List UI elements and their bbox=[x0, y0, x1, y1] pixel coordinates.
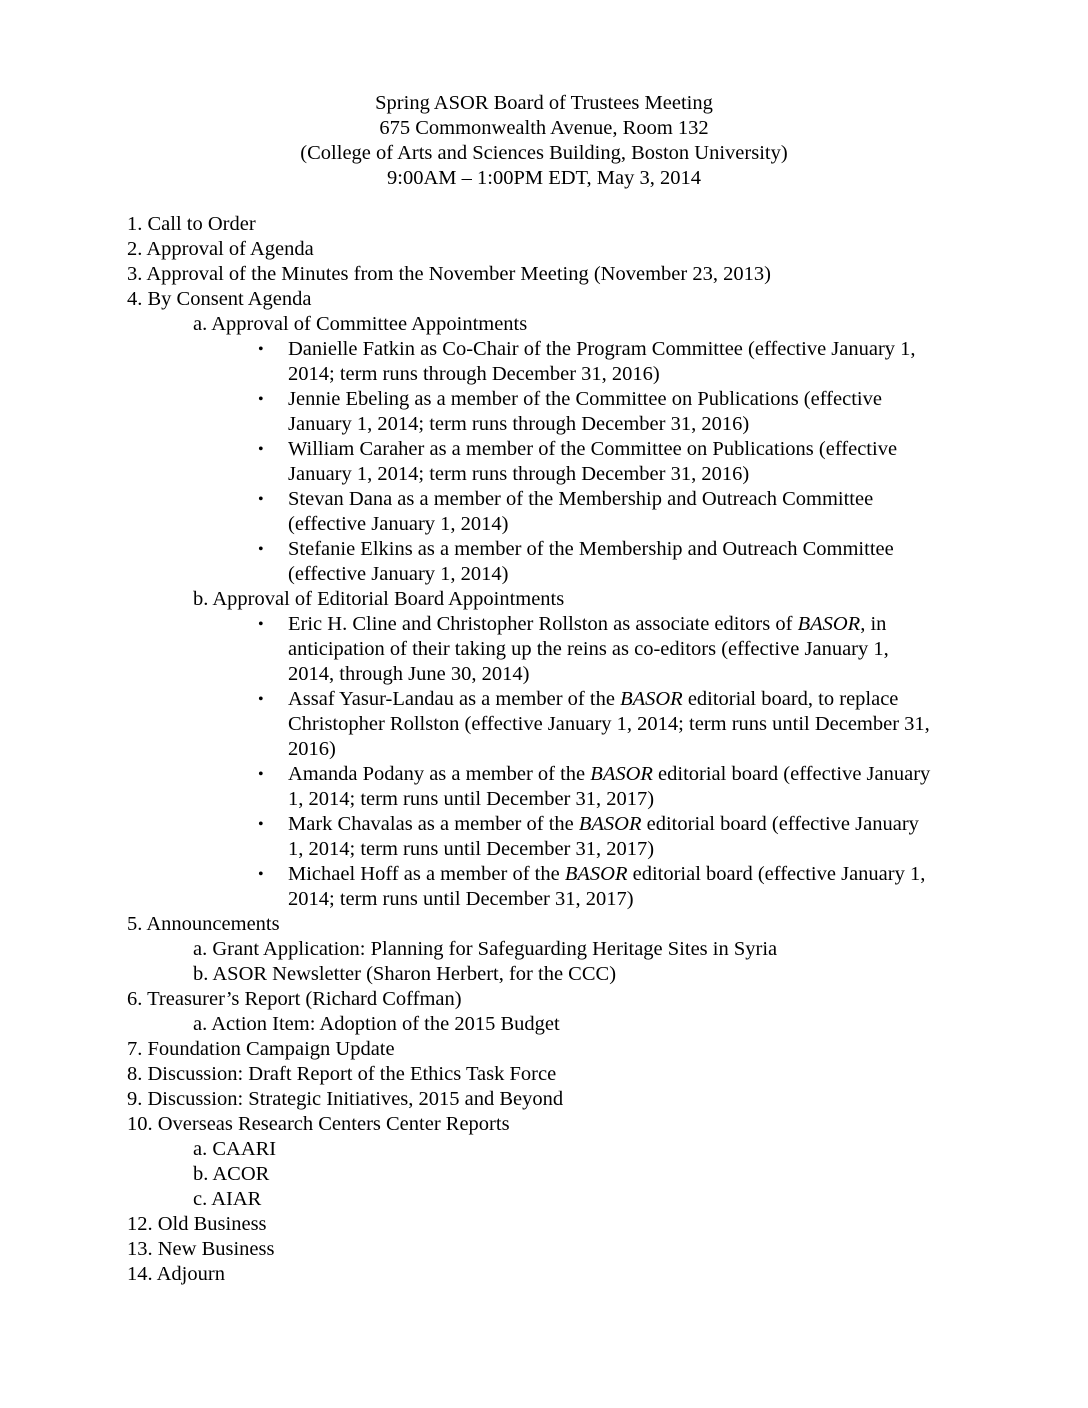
bullet-item bbox=[127, 687, 967, 762]
agenda-item: 1. Call to Order bbox=[127, 213, 256, 235]
bullet-text-line: Danielle Fatkin as Co-Chair of the Program Committee (effective January 1, bbox=[288, 338, 916, 360]
bullet-text-line: Jennie Ebeling as a member of the Committee on Publications (effective bbox=[288, 388, 882, 410]
agenda-item: 7. Foundation Campaign Update bbox=[127, 1038, 395, 1060]
bullet-item bbox=[127, 812, 967, 862]
bullet-text-line: January 1, 2014; term runs through December 31, 2016) bbox=[288, 463, 750, 485]
bullet-text-line bbox=[288, 612, 967, 637]
agenda-list bbox=[127, 212, 967, 1287]
agenda-subitem: b. ASOR Newsletter (Sharon Herbert, for the CCC) bbox=[193, 963, 617, 985]
meeting-datetime: 9:00AM – 1:00PM EDT, May 3, 2014 bbox=[387, 167, 701, 189]
bullet-text-line: Christopher Rollston (effective January 1, 2014; term runs until December 31, bbox=[288, 713, 930, 735]
bullet-text-line: Stevan Dana as a member of the Membership and Outreach Committee bbox=[288, 488, 874, 510]
bullet-text-line: 1, 2014; term runs until December 31, 2017) bbox=[288, 838, 655, 860]
meeting-title: Spring ASOR Board of Trustees Meeting bbox=[375, 92, 713, 114]
bullet-text-line: 2014, through June 30, 2014) bbox=[288, 663, 530, 685]
bullet-icon: • bbox=[258, 766, 264, 783]
bullet-text-line: 2014; term runs through December 31, 2016) bbox=[288, 363, 660, 385]
bullet-item bbox=[127, 612, 967, 687]
bullet-icon: • bbox=[258, 691, 264, 708]
agenda-item: 4. By Consent Agenda bbox=[127, 288, 312, 310]
agenda-subitem: a. Grant Application: Planning for Safeguarding Heritage Sites in Syria bbox=[193, 938, 778, 960]
agenda-subitem: b. Approval of Editorial Board Appointments bbox=[193, 588, 565, 610]
bullet-text-segment: , in bbox=[860, 613, 887, 635]
bullet-icon: • bbox=[258, 816, 264, 833]
journal-title: BASOR bbox=[797, 613, 861, 635]
journal-title: BASOR bbox=[564, 863, 628, 885]
agenda-subitem: b. ACOR bbox=[193, 1163, 270, 1185]
bullet-text-segment: editorial board (effective January 1, bbox=[627, 863, 926, 885]
bullet-text-segment: Amanda Podany as a member of the bbox=[288, 763, 591, 785]
agenda-subitem: c. AIAR bbox=[193, 1188, 262, 1210]
bullet-icon: • bbox=[258, 491, 264, 508]
bullet-text-line: (effective January 1, 2014) bbox=[288, 563, 509, 585]
bullet-text-segment: editorial board (effective January bbox=[652, 763, 931, 785]
bullet-text-line: anticipation of their taking up the reins as co-editors (effective January 1, bbox=[288, 638, 889, 660]
agenda-item: 12. Old Business bbox=[127, 1213, 267, 1235]
agenda-item: 8. Discussion: Draft Report of the Ethics Task Force bbox=[127, 1063, 557, 1085]
bullet-text-line: 2016) bbox=[288, 738, 336, 760]
bullet-text-line bbox=[288, 687, 967, 712]
meeting-address: 675 Commonwealth Avenue, Room 132 bbox=[379, 117, 709, 139]
bullet-text-segment: Michael Hoff as a member of the bbox=[288, 863, 565, 885]
bullet-text-line bbox=[288, 812, 967, 837]
bullet-item bbox=[127, 487, 967, 537]
bullet-icon: • bbox=[258, 616, 264, 633]
agenda-item: 2. Approval of Agenda bbox=[127, 238, 314, 260]
bullet-item bbox=[127, 337, 967, 387]
bullet-text-line bbox=[288, 762, 967, 787]
bullet-icon: • bbox=[258, 541, 264, 558]
bullet-text-segment: editorial board, to replace bbox=[682, 688, 899, 710]
agenda-item: 10. Overseas Research Centers Center Reports bbox=[127, 1113, 510, 1135]
bullet-item bbox=[127, 437, 967, 487]
bullet-icon: • bbox=[258, 441, 264, 458]
agenda-item: 5. Announcements bbox=[127, 913, 280, 935]
bullet-text-line: William Caraher as a member of the Committee on Publications (effective bbox=[288, 438, 898, 460]
journal-title: BASOR bbox=[620, 688, 683, 710]
bullet-text-line: Stefanie Elkins as a member of the Membership and Outreach Committee bbox=[288, 538, 894, 560]
agenda-item: 14. Adjourn bbox=[127, 1263, 225, 1285]
bullet-item bbox=[127, 537, 967, 587]
agenda-subitem: a. Approval of Committee Appointments bbox=[193, 313, 528, 335]
bullet-text-line: (effective January 1, 2014) bbox=[288, 513, 509, 535]
journal-title: BASOR bbox=[578, 813, 642, 835]
bullet-icon: • bbox=[258, 866, 264, 883]
bullet-item bbox=[127, 387, 967, 437]
meeting-building: (College of Arts and Sciences Building, Boston University) bbox=[300, 142, 788, 164]
agenda-item: 3. Approval of the Minutes from the November Meeting (November 23, 2013) bbox=[127, 263, 771, 285]
journal-title: BASOR bbox=[590, 763, 653, 785]
bullet-text-segment: Assaf Yasur-Landau as a member of the bbox=[288, 688, 621, 710]
bullet-text-line bbox=[288, 862, 967, 887]
bullet-text-line: January 1, 2014; term runs through December 31, 2016) bbox=[288, 413, 750, 435]
bullet-text-line: 2014; term runs until December 31, 2017) bbox=[288, 888, 634, 910]
bullet-item bbox=[127, 762, 967, 812]
bullet-icon: • bbox=[258, 391, 264, 408]
agenda-subitem: a. Action Item: Adoption of the 2015 Budget bbox=[193, 1013, 560, 1035]
agenda-subitem: a. CAARI bbox=[193, 1138, 277, 1160]
bullet-text-segment: Mark Chavalas as a member of the bbox=[288, 813, 579, 835]
agenda-item: 9. Discussion: Strategic Initiatives, 2015 and Beyond bbox=[127, 1088, 564, 1110]
bullet-item bbox=[127, 862, 967, 912]
bullet-text-line: 1, 2014; term runs until December 31, 2017) bbox=[288, 788, 655, 810]
agenda-item: 13. New Business bbox=[127, 1238, 275, 1260]
meeting-header bbox=[0, 91, 1088, 191]
bullet-text-segment: editorial board (effective January bbox=[641, 813, 919, 835]
bullet-text-segment: Eric H. Cline and Christopher Rollston as associate editors of bbox=[288, 613, 798, 635]
bullet-icon: • bbox=[258, 341, 264, 358]
agenda-item: 6. Treasurer’s Report (Richard Coffman) bbox=[127, 988, 462, 1010]
